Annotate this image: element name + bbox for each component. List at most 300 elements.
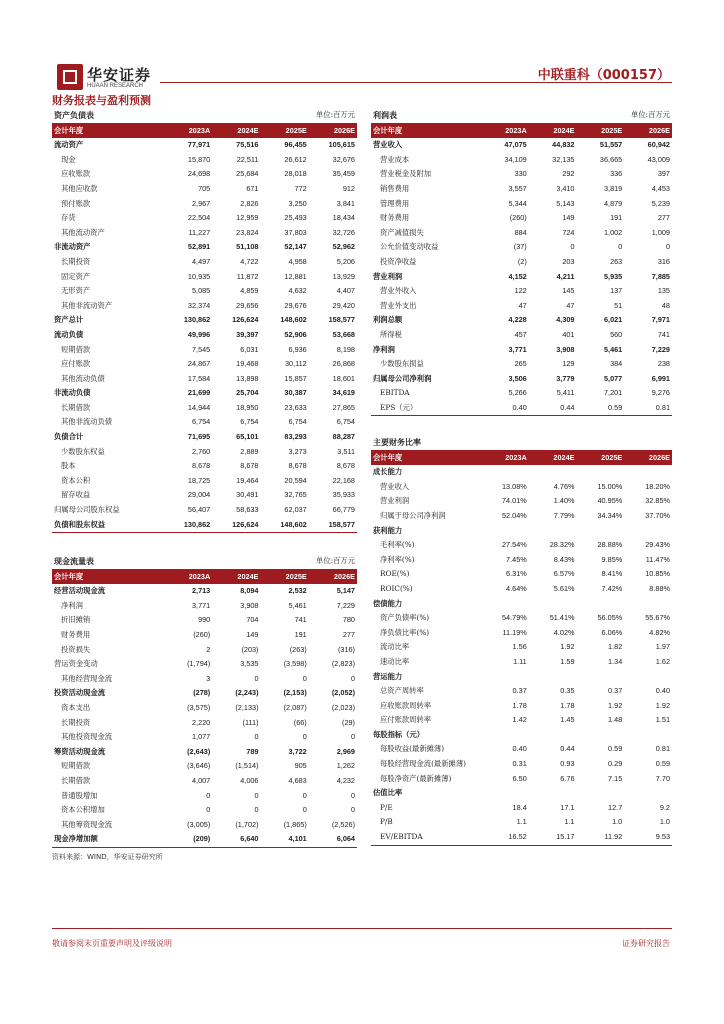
- cell-value: 32,374: [187, 300, 211, 310]
- cell-value: 4.82%: [649, 627, 670, 637]
- cell-value: 29,676: [284, 300, 307, 310]
- table-title: 利润表: [371, 108, 577, 123]
- cell-value: 4,453: [651, 183, 670, 193]
- cell-value: 135: [657, 286, 670, 296]
- cell-value: 3,771: [508, 344, 527, 354]
- section-title: 财务报表与盈利预测: [52, 94, 151, 107]
- row-label: 营运能力: [373, 671, 403, 681]
- financial-ratios-table: [371, 435, 672, 846]
- row-label: 应付账款: [61, 359, 91, 369]
- cell-value: 3,841: [336, 198, 355, 208]
- cell-value: 6,754: [336, 417, 355, 427]
- cell-value: 1.42: [512, 715, 527, 725]
- cell-value: (209): [164, 832, 212, 847]
- cell-value: 6,021: [603, 315, 623, 325]
- table-row: [52, 313, 357, 328]
- cell-value: 28,018: [284, 169, 307, 179]
- cell-value: 1.78: [560, 700, 575, 710]
- row-label: 财务费用: [380, 213, 410, 223]
- table-row: [52, 643, 357, 658]
- cell-value: 7,545: [191, 344, 211, 354]
- row-label: 每股经营现金流(最新摊薄): [380, 759, 466, 769]
- row-label: 净利润: [373, 344, 395, 354]
- cell-value: (2,023): [331, 702, 355, 712]
- cell-value: 137: [610, 286, 623, 296]
- cell-value: 5,935: [603, 271, 623, 281]
- cell-value: 5,147: [336, 586, 355, 596]
- row-label: 营业利润: [380, 496, 410, 506]
- cell-value: 3,511: [337, 446, 355, 456]
- table-row: [371, 815, 672, 830]
- cell-value: 1.56: [512, 642, 527, 652]
- row-label: 应收账款周转率: [380, 700, 432, 710]
- year-header: 2026E: [624, 123, 672, 138]
- cell-value: (263): [289, 644, 307, 654]
- table-unit: 单位:百万元: [261, 108, 358, 123]
- table-row: [371, 801, 672, 816]
- cell-value: 3,722: [288, 746, 307, 756]
- cell-value: (2): [517, 256, 527, 266]
- cell-value: [624, 597, 672, 612]
- footer-divider: [52, 928, 672, 929]
- cell-value: 19,468: [236, 359, 259, 369]
- cell-value: 9,276: [651, 388, 670, 398]
- row-label: 少数股东损益: [380, 359, 424, 369]
- cell-value: 6.76: [560, 773, 575, 783]
- row-label: 归属母公司股东权益: [54, 505, 120, 515]
- row-label: 资产总计: [54, 315, 84, 325]
- table-row: [52, 474, 357, 489]
- table-row: [52, 745, 357, 760]
- cell-value: 7.15: [608, 773, 623, 783]
- cell-value: [577, 597, 625, 612]
- cell-value: 4,309: [556, 315, 575, 325]
- table-row: [371, 757, 672, 772]
- table-row: [52, 226, 357, 241]
- table-row: [371, 713, 672, 728]
- cell-value: 3,273: [288, 446, 307, 456]
- row-label: 营业收入: [373, 140, 403, 150]
- cell-value: 6.06%: [601, 627, 623, 637]
- cell-value: 52,906: [284, 329, 307, 339]
- cell-value: (1,514): [235, 761, 259, 771]
- cell-value: 1,009: [651, 227, 670, 237]
- cell-value: 8,678: [288, 461, 307, 471]
- row-label: 负债合计: [54, 432, 84, 442]
- table-row: [52, 255, 357, 270]
- cell-value: 29,004: [187, 490, 211, 500]
- cell-value: 54.79%: [502, 613, 527, 623]
- table-row: [52, 299, 357, 314]
- table-row: [371, 313, 672, 328]
- cell-value: 2,220: [191, 717, 211, 727]
- cell-value: (2,823): [331, 659, 355, 669]
- cell-value: (2,133): [235, 702, 259, 712]
- table-row: [371, 197, 672, 212]
- table-row: [52, 430, 357, 445]
- cell-value: 2,532: [288, 586, 307, 596]
- row-label: ROIC(%): [380, 583, 413, 593]
- row-label: 长期投资: [61, 717, 91, 727]
- cell-value: 37,803: [284, 227, 307, 237]
- cell-value: 6.57%: [553, 569, 575, 579]
- cell-value: 158,577: [309, 518, 357, 533]
- cell-value: 47: [566, 300, 575, 310]
- table-row: [371, 138, 672, 153]
- cell-value: 14,944: [187, 402, 211, 412]
- cell-value: 26,868: [332, 359, 355, 369]
- cell-value: 2,826: [240, 198, 259, 208]
- cell-value: 11,872: [236, 271, 259, 281]
- cell-value: 88,287: [332, 432, 355, 442]
- table-row: [52, 686, 357, 701]
- cell-value: [624, 524, 672, 539]
- table-row: [52, 138, 357, 153]
- cell-value: 277: [342, 629, 355, 639]
- row-label: EPS（元）: [371, 401, 481, 416]
- cell-value: 16.52: [481, 830, 529, 845]
- row-label: 资产减值损失: [380, 227, 424, 237]
- row-label: 现金净增加额: [52, 832, 164, 847]
- cell-value: 158,577: [328, 315, 355, 325]
- row-label: 投资活动现金流: [54, 688, 106, 698]
- cell-value: 9.53: [624, 830, 672, 845]
- row-label: P/B: [380, 817, 393, 827]
- cell-value: 5,344: [508, 198, 527, 208]
- table-row: [52, 832, 357, 847]
- cell-value: (29): [342, 717, 355, 727]
- cell-value: 4,006: [240, 775, 259, 785]
- table-row: [52, 789, 357, 804]
- cell-value: (3,575): [187, 702, 211, 712]
- cell-value: 8.43%: [553, 554, 575, 564]
- cell-value: [481, 597, 529, 612]
- table-row: [371, 480, 672, 495]
- table-row: [371, 153, 672, 168]
- cell-value: 0: [618, 242, 623, 252]
- table-row: [371, 386, 672, 401]
- cell-value: 22,511: [236, 154, 259, 164]
- col-header-label: 会计年度: [52, 569, 164, 584]
- row-label: 净负债比率(%): [380, 627, 430, 637]
- year-header: 2024E: [212, 569, 260, 584]
- cell-value: 0: [350, 790, 355, 800]
- cell-value: 39,397: [236, 329, 259, 339]
- cell-value: (3,598): [283, 659, 307, 669]
- row-label: 留存收益: [61, 490, 91, 500]
- row-label: 每股收益(最新摊薄): [380, 744, 445, 754]
- cell-value: 4,879: [603, 198, 623, 208]
- cell-value: 912: [342, 183, 355, 193]
- row-label: 长期投资: [61, 256, 91, 266]
- cell-value: 0: [254, 805, 259, 815]
- table-row: [371, 830, 672, 845]
- table-row: [52, 284, 357, 299]
- cell-value: 19,464: [236, 475, 259, 485]
- cell-value: 4,152: [508, 271, 527, 281]
- table-row: [371, 655, 672, 670]
- table-row: [371, 299, 672, 314]
- cell-value: 0: [570, 242, 575, 252]
- cell-value: 0: [302, 673, 307, 683]
- cell-value: 149: [562, 213, 575, 223]
- cell-value: 15.17: [529, 830, 577, 845]
- cell-value: 2,713: [191, 586, 211, 596]
- cell-value: 12.7: [608, 802, 623, 812]
- row-label: 流动资产: [54, 140, 84, 150]
- row-label: 其他投资现金流: [61, 732, 113, 742]
- cell-value: 0: [302, 790, 307, 800]
- cell-value: 26,612: [284, 154, 307, 164]
- cell-value: 3,779: [556, 373, 575, 383]
- logo-subtext: HUAAN RESEARCH: [87, 83, 144, 89]
- cell-value: 34,109: [504, 154, 527, 164]
- cell-value: 5,077: [603, 373, 623, 383]
- table-title: 资产负债表: [52, 108, 261, 123]
- cell-value: [529, 786, 577, 801]
- table-row: [371, 611, 672, 626]
- table-row: [371, 226, 672, 241]
- table-row: [52, 518, 357, 533]
- cell-value: 29,420: [332, 300, 355, 310]
- cell-value: 1.40%: [553, 496, 575, 506]
- cell-value: 4.02%: [553, 627, 575, 637]
- cell-value: 1.59: [560, 656, 575, 666]
- table-row: [52, 357, 357, 372]
- cell-value: 48: [661, 300, 670, 310]
- cell-value: (1,865): [283, 819, 307, 829]
- year-header: 2025E: [261, 569, 309, 584]
- cell-value: 704: [246, 615, 259, 625]
- cell-value: 22,504: [187, 213, 211, 223]
- cell-value: [529, 670, 577, 685]
- row-label: 经营活动现金流: [54, 586, 106, 596]
- cell-value: 1,262: [336, 761, 355, 771]
- cell-value: 32,135: [552, 154, 575, 164]
- cell-value: 5,461: [603, 344, 623, 354]
- row-label: 速动比率: [380, 656, 410, 666]
- cell-value: 3,819: [603, 183, 623, 193]
- cell-value: [577, 465, 625, 480]
- cell-value: 30,387: [284, 388, 307, 398]
- cell-value: 24,698: [187, 169, 211, 179]
- cash-flow-grid: [52, 554, 357, 848]
- cell-value: [529, 728, 577, 743]
- cell-value: (3,005): [187, 819, 211, 829]
- row-label: 负债和股东权益: [52, 518, 164, 533]
- cell-value: 671: [246, 183, 259, 193]
- row-label: 营业成本: [380, 154, 410, 164]
- table-row: [371, 524, 672, 539]
- table-row: [371, 255, 672, 270]
- cell-value: 4,211: [556, 271, 575, 281]
- cell-value: 122: [514, 286, 527, 296]
- cell-value: 8,094: [240, 586, 259, 596]
- cell-value: 3,908: [556, 344, 575, 354]
- cell-value: 191: [294, 629, 307, 639]
- cell-value: [529, 465, 577, 480]
- cell-value: 22,168: [332, 475, 355, 485]
- table-row: [52, 503, 357, 518]
- cell-value: 30,112: [284, 359, 307, 369]
- row-label: 营业收入: [380, 481, 410, 491]
- row-label: 应付账款周转率: [380, 715, 432, 725]
- cell-value: 0.40: [512, 744, 527, 754]
- table-row: [52, 599, 357, 614]
- row-label: 短期借款: [61, 761, 91, 771]
- row-label: 固定资产: [61, 271, 91, 281]
- cell-value: 52,962: [332, 242, 355, 252]
- cell-value: 0.44: [560, 744, 575, 754]
- cell-value: 105,615: [328, 140, 355, 150]
- table-row: [371, 167, 672, 182]
- cell-value: 55.67%: [645, 613, 670, 623]
- cell-value: 3,908: [240, 600, 259, 610]
- year-header: 2026E: [624, 450, 672, 465]
- row-label: 归属于母公司净利润: [380, 510, 446, 520]
- cell-value: 13,929: [332, 271, 355, 281]
- cell-value: [577, 728, 625, 743]
- cell-value: 0.59: [655, 759, 670, 769]
- table-row: [371, 509, 672, 524]
- cell-value: (1,794): [187, 659, 211, 669]
- row-label: 少数股东权益: [61, 446, 105, 456]
- cell-value: 4.76%: [553, 481, 575, 491]
- cell-value: 32.85%: [645, 496, 670, 506]
- row-label: 毛利率(%): [380, 540, 415, 550]
- cell-value: 6,991: [651, 373, 670, 383]
- table-row: [52, 372, 357, 387]
- cell-value: 0.31: [512, 759, 527, 769]
- table-row: [52, 716, 357, 731]
- cell-value: 9.2: [659, 802, 670, 812]
- cell-value: 7,971: [651, 315, 670, 325]
- cell-value: 17.1: [560, 802, 575, 812]
- cell-value: 15,870: [187, 154, 211, 164]
- row-label: 非流动负债: [54, 388, 91, 398]
- year-header-row: [371, 123, 672, 138]
- table-row: [52, 701, 357, 716]
- cell-value: 129: [562, 359, 575, 369]
- cell-value: 4,497: [191, 256, 211, 266]
- cell-value: 1.78: [512, 700, 527, 710]
- cell-value: 11.47%: [645, 554, 670, 564]
- table-title: 现金流量表: [52, 554, 261, 569]
- cell-value: [624, 670, 672, 685]
- cell-value: 457: [514, 329, 527, 339]
- company-title: 中联重科（000157）: [537, 68, 670, 83]
- cell-value: 11.92: [577, 830, 625, 845]
- row-label: 成长能力: [373, 467, 403, 477]
- row-label: 总资产周转率: [380, 686, 424, 696]
- table-row: [52, 730, 357, 745]
- cell-value: 1.0: [659, 817, 670, 827]
- cell-value: (260): [193, 629, 211, 639]
- cell-value: [624, 786, 672, 801]
- cell-value: (278): [193, 688, 211, 698]
- cell-value: (3,646): [187, 761, 211, 771]
- cell-value: [577, 524, 625, 539]
- col-header-label: 会计年度: [371, 123, 481, 138]
- cell-value: [481, 670, 529, 685]
- cell-value: 724: [562, 227, 575, 237]
- cell-value: 52,891: [187, 242, 211, 252]
- cell-value: 0: [350, 805, 355, 815]
- cell-value: 5.61%: [553, 583, 575, 593]
- cell-value: 1.97: [655, 642, 670, 652]
- cell-value: 13.08%: [502, 481, 527, 491]
- table-row: [52, 657, 357, 672]
- cell-value: 2,967: [191, 198, 211, 208]
- cell-value: 6,754: [240, 417, 259, 427]
- cell-value: 35,933: [332, 490, 355, 500]
- year-header-row: [371, 450, 672, 465]
- cell-value: 47,075: [504, 140, 527, 150]
- cell-value: [481, 786, 529, 801]
- row-label: 现金: [61, 154, 76, 164]
- cell-value: 15,857: [284, 373, 307, 383]
- cell-value: (2,153): [283, 688, 307, 698]
- row-label: 其他筹资现金流: [61, 819, 113, 829]
- cell-value: 884: [514, 227, 527, 237]
- cell-value: 780: [342, 615, 355, 625]
- cell-value: 5,239: [651, 198, 670, 208]
- source-note: 资料来源：WIND，华安证券研究所: [52, 853, 163, 861]
- cell-value: (2,087): [283, 702, 307, 712]
- table-row: [52, 672, 357, 687]
- cell-value: 0.59: [608, 744, 623, 754]
- cell-value: 23,824: [236, 227, 259, 237]
- row-label: 其他经营现金流: [61, 673, 113, 683]
- cell-value: 9.85%: [601, 554, 623, 564]
- cell-value: 56.05%: [597, 613, 623, 623]
- year-header: 2023A: [481, 123, 529, 138]
- cell-value: 7.79%: [553, 510, 575, 520]
- row-label: 投资损失: [61, 644, 91, 654]
- cell-value: 35,459: [332, 169, 355, 179]
- cell-value: 83,293: [284, 432, 307, 442]
- row-label: 应收账款: [61, 169, 91, 179]
- row-label: 其他流动资产: [61, 227, 105, 237]
- cell-value: 0: [302, 732, 307, 742]
- cell-value: 44,832: [552, 140, 575, 150]
- cell-value: [624, 465, 672, 480]
- cell-value: 51,557: [599, 140, 623, 150]
- logo-seal-icon: [57, 64, 83, 90]
- row-label: 每股指标（元）: [373, 729, 425, 739]
- table-row: [52, 182, 357, 197]
- row-label: 无形资产: [61, 286, 91, 296]
- cell-value: 0: [254, 732, 259, 742]
- cell-value: 330: [514, 169, 527, 179]
- cell-value: [529, 597, 577, 612]
- cell-value: 7.70: [655, 773, 670, 783]
- cell-value: 7,229: [336, 600, 355, 610]
- cell-value: 6,936: [288, 344, 307, 354]
- table-row: [52, 270, 357, 285]
- row-label: 营业外支出: [380, 300, 417, 310]
- cell-value: (37): [513, 242, 527, 252]
- year-header: 2023A: [164, 123, 212, 138]
- cell-value: 0.35: [560, 686, 575, 696]
- cell-value: 4,683: [288, 775, 307, 785]
- cell-value: 560: [610, 329, 623, 339]
- cell-value: 75,516: [236, 140, 259, 150]
- cell-value: 1.1: [516, 817, 527, 827]
- cell-value: 3: [206, 673, 211, 683]
- cell-value: 32,765: [284, 490, 307, 500]
- table-row: [52, 343, 357, 358]
